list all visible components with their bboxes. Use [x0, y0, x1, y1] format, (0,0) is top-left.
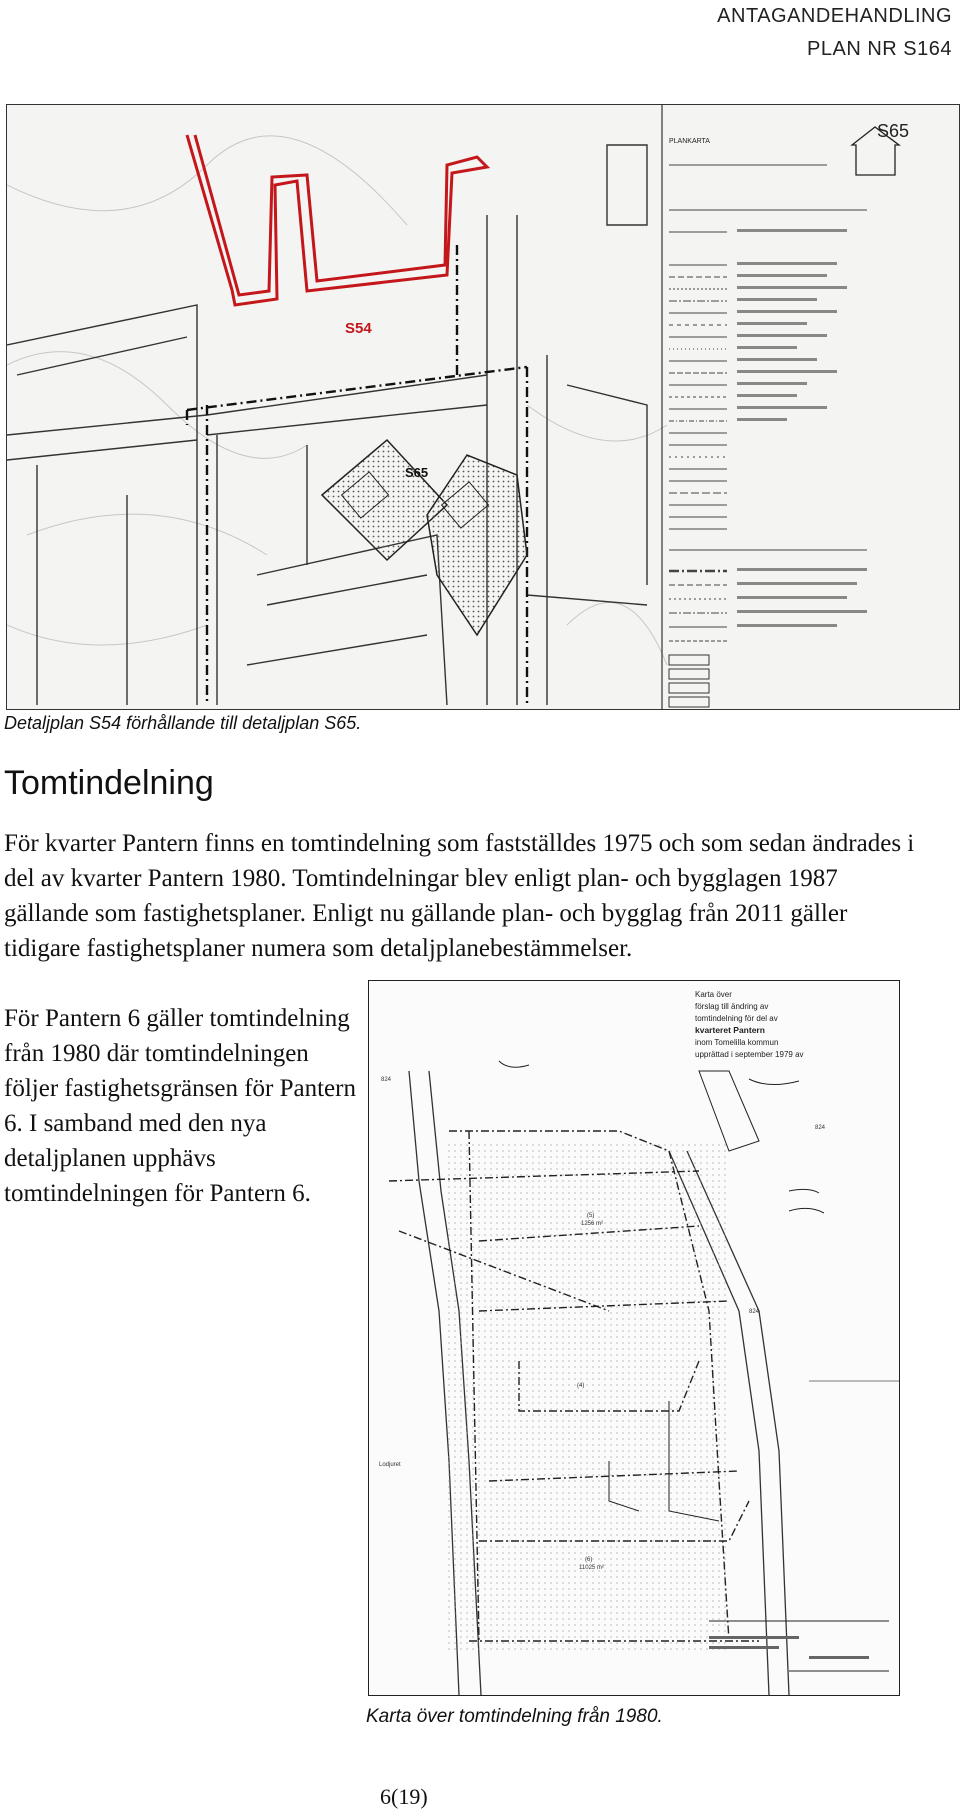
map2-title-line-2: förslag till ändring av: [695, 1002, 769, 1011]
svg-text:Lodjuret: Lodjuret: [379, 1462, 401, 1468]
page-number: 6(19): [380, 1784, 428, 1809]
header-plan-number: PLAN NR S164: [807, 38, 952, 60]
legend-title: PLANKARTA: [669, 138, 710, 145]
section-heading: Tomtindelning: [4, 764, 214, 802]
map2-title-line-5: inom Tomelilla kommun: [695, 1038, 779, 1047]
plan-map-drawing: [7, 105, 959, 709]
map2-title-line-3: tomtindelning för del av: [695, 1014, 778, 1023]
header-status: ANTAGANDEHANDLING: [717, 5, 952, 27]
svg-text:824: 824: [815, 1125, 826, 1131]
svg-text:11025 m²: 11025 m²: [579, 1565, 604, 1571]
label-s54: S54: [345, 320, 372, 337]
figure2-caption: Karta över tomtindelning från 1980.: [366, 1706, 663, 1727]
svg-text:(5): (5): [587, 1213, 595, 1219]
paragraph-tomtindelning: För kvarter Pantern finns en tomtindelning som fastställdes 1975 och som sedan ändrades i del av kvarter Pantern 1980. Tomtindelningar blev enligt plan- och bygglagen 1987 gällande som fastighetsplaner. Enligt nu gällande plan- och bygglag från 2011 gäller tidigare fastighetsplaner numera som detaljplanebestämmelser.: [4, 830, 915, 962]
svg-text:(4): (4): [577, 1383, 585, 1389]
svg-text:1256 m²: 1256 m²: [581, 1221, 604, 1227]
map2-title-line-1: Karta över: [695, 990, 732, 999]
plan-map-s54-s65: [6, 104, 960, 710]
tomtindelning-map-1980: [368, 980, 900, 1696]
svg-text:(6): (6): [585, 1557, 593, 1563]
label-s65: S65: [405, 465, 429, 480]
map2-title-line-4: kvarteret Pantern: [695, 1025, 765, 1035]
map2-title-line-6: upprättad i september 1979 av: [695, 1050, 804, 1059]
label-s65-corner: S65: [877, 121, 910, 141]
tomtindelning-map-drawing: [369, 981, 899, 1695]
figure1-caption: Detaljplan S54 förhållande till detaljplan S65.: [4, 713, 362, 733]
document-header: [717, 0, 952, 66]
svg-text:824: 824: [749, 1309, 760, 1315]
svg-text:824: 824: [381, 1077, 392, 1083]
paragraph-pantern-6: För Pantern 6 gäller tomtindelning från 1980 där tomtindelningen följer fastighetsgränsen för Pantern 6. I samband med den nya detaljplanen upphävs tomtindelningen för Pantern 6.: [4, 1005, 356, 1207]
